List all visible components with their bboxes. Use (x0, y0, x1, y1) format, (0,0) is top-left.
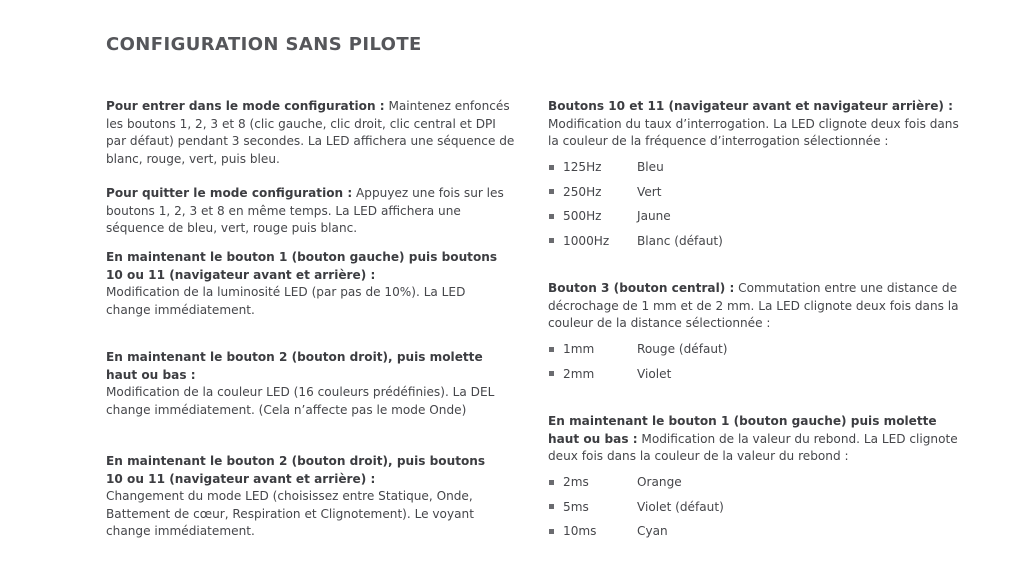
debounce-paragraph (548, 413, 958, 466)
bullet-icon (549, 371, 554, 376)
para-heading: Boutons 10 et 11 (navigateur avant et navigateur arrière) : (548, 99, 953, 113)
page-title: CONFIGURATION SANS PILOTE (106, 34, 422, 55)
bullet-icon (549, 347, 554, 352)
bullet-icon (549, 189, 554, 194)
option-value: 1000Hz (563, 233, 610, 248)
option-color: Orange (637, 475, 682, 490)
para-text: Modification de la luminosité LED (par pas de 10%). La LED change immédiatement. (106, 285, 466, 317)
option-color: Violet (637, 366, 672, 381)
polling-list (548, 155, 978, 253)
bullet-icon (549, 504, 554, 509)
list-item (548, 337, 978, 362)
list-item (548, 204, 978, 229)
exit-config-paragraph (106, 185, 506, 238)
para-heading: Pour quitter le mode configuration : (106, 186, 353, 200)
option-value: 250Hz (563, 184, 602, 199)
option-color: Violet (défaut) (637, 499, 724, 514)
color-paragraph (106, 349, 518, 419)
option-value: 2ms (563, 475, 589, 490)
bullet-icon (549, 165, 554, 170)
para-heading: En maintenant le bouton 1 (bouton gauche) puis boutons 10 ou 11 (navigateur avant et arrière) : (106, 250, 498, 282)
mode-paragraph (106, 453, 518, 541)
option-value: 5ms (563, 499, 589, 514)
bullet-icon (549, 214, 554, 219)
polling-section (548, 98, 978, 253)
para-text: Commutation entre une distance de décrochage de 1 mm et de 2 mm. La LED clignote deux fois dans la couleur de la distance sélectionnée : (548, 281, 959, 331)
option-value: 500Hz (563, 209, 602, 224)
list-item (548, 494, 978, 519)
para-heading: Pour entrer dans le mode configuration : (106, 99, 385, 113)
option-value: 10ms (563, 524, 597, 539)
debounce-list (548, 470, 978, 544)
option-color: Blanc (défaut) (637, 233, 723, 248)
brightness-paragraph (106, 249, 518, 319)
list-item (548, 179, 978, 204)
option-value: 125Hz (563, 160, 602, 175)
para-text: Modification de la valeur du rebond. La LED clignote deux fois dans la couleur de la valeur du rebond : (548, 431, 958, 464)
para-heading: En maintenant le bouton 2 (bouton droit), puis boutons 10 ou 11 (navigateur avant et arrière) : (106, 454, 486, 486)
option-color: Vert (637, 184, 662, 199)
list-item (548, 155, 978, 180)
bullet-icon (549, 480, 554, 485)
list-item (548, 470, 978, 495)
para-text: Appuyez une fois sur les boutons 1, 2, 3 et 8 en même temps. La LED affichera une séquence de bleu, vert, rouge puis blanc. (106, 186, 504, 236)
para-heading: En maintenant le bouton 2 (bouton droit), puis molette haut ou bas : (106, 350, 483, 382)
liftoff-paragraph (548, 280, 968, 333)
para-text: Changement du mode LED (choisissez entre Statique, Onde, Battement de cœur, Respiration et Clignotement). Le voyant change immédiatement. (106, 489, 474, 539)
para-text: Maintenez enfoncés les boutons 1, 2, 3 et 8 (clic gauche, clic droit, clic central et DPI par défaut) pendant 3 secondes. La LED affichera une séquence de blanc, rouge, vert, puis bleu. (106, 99, 515, 166)
option-color: Bleu (637, 160, 664, 175)
liftoff-section (548, 280, 978, 386)
list-item (548, 229, 978, 254)
para-text: Modification de la couleur LED (16 couleurs prédéfinies). La DEL change immédiatement. (Cela n’affecte pas le mode Onde) (106, 385, 495, 417)
para-heading: En maintenant le bouton 1 (bouton gauche) puis molette haut ou bas : (548, 414, 937, 446)
option-color: Cyan (637, 524, 668, 539)
para-heading: Bouton 3 (bouton central) : (548, 281, 735, 295)
bullet-icon (549, 238, 554, 243)
list-item (548, 361, 978, 386)
option-color: Rouge (défaut) (637, 342, 728, 357)
para-text: Modification du taux d’interrogation. La LED clignote deux fois dans la couleur de la fréquence d’interrogation sélectionnée : (548, 116, 959, 149)
option-color: Jaune (637, 209, 671, 224)
option-value: 2mm (563, 366, 595, 381)
list-item (548, 519, 978, 544)
enter-config-paragraph (106, 98, 518, 168)
debounce-section (548, 413, 978, 544)
polling-paragraph (548, 98, 978, 151)
option-value: 1mm (563, 342, 595, 357)
liftoff-list (548, 337, 978, 386)
bullet-icon (549, 529, 554, 534)
